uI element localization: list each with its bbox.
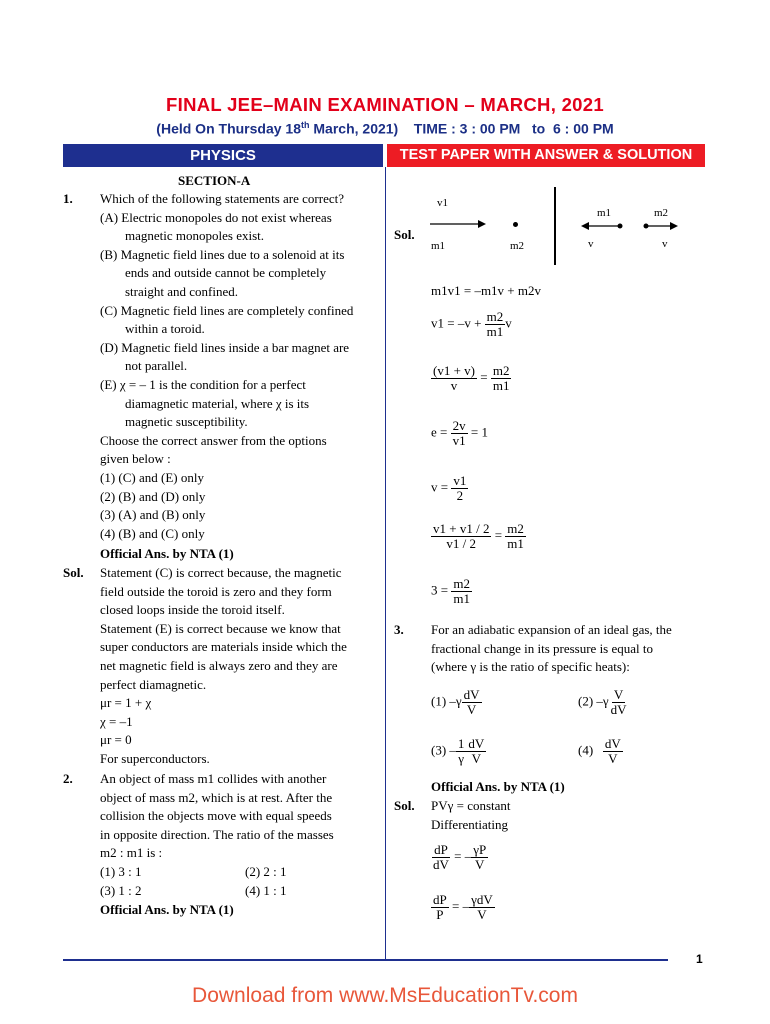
- q1-text-line: (3) (A) and (B) only: [100, 507, 206, 523]
- q3-official-answer: Official Ans. by NTA (1): [431, 779, 565, 794]
- q1-sol-line: χ = –1: [100, 713, 133, 729]
- q1-text-line: (D) Magnetic field lines inside a bar magnet are: [100, 339, 350, 355]
- q2-text-line: m2 : m1 is :: [100, 845, 163, 861]
- eq-v1: v1 = –v + $\frac{m2}{m1}$ v: [431, 309, 512, 339]
- mass2-dot: [513, 222, 518, 227]
- diagram-m1b-label: m1: [597, 207, 612, 219]
- eq-result: 3 = $\frac{m2}{m1}$: [431, 576, 470, 606]
- bottom-rule: [63, 959, 668, 961]
- eq-momentum: m1v1 = –m1v + m2v: [431, 283, 541, 298]
- q1-text-line: (A) Electric monopoles do not exist whereas: [100, 209, 332, 225]
- diagram-m1-label: m1: [431, 240, 446, 252]
- q2-option-4: (4) 1 : 1: [245, 883, 287, 898]
- download-footer: Download from www.MsEducationTv.com: [192, 984, 578, 1007]
- q1-sol-line: Statement (E) is correct because we know that: [100, 620, 341, 636]
- q1-sol-line: field outside the toroid is zero and they form: [100, 583, 332, 599]
- diagram-separator: [554, 187, 556, 265]
- q1-sol-line: For superconductors.: [100, 751, 210, 766]
- q1-text-line: (C) Magnetic field lines are completely confined: [100, 302, 354, 318]
- q1-number: 1.: [63, 191, 73, 206]
- q3-text-line: fractional change in its pressure is equal to: [431, 640, 654, 656]
- q2-text-line: collision the objects move with equal speeds: [100, 808, 332, 824]
- q2-text-line: An object of mass m1 collides with another: [100, 771, 327, 786]
- q3-sol-line-2: Differentiating: [431, 817, 509, 832]
- q1-text-line: not parallel.: [125, 358, 188, 374]
- q1-text-line: magnetic susceptibility.: [125, 414, 248, 430]
- q3-text-line: (where γ is the ratio of specific heats):: [431, 659, 630, 675]
- q1-sol-line: perfect diamagnetic.: [100, 676, 207, 692]
- q3-option-4: (4) $\frac{dV}{V}$: [578, 736, 621, 766]
- arrows-opposite-icon: [580, 220, 680, 232]
- section-heading: SECTION-A: [178, 173, 251, 188]
- q1-sol-line: Statement (C) is correct because, the magnetic: [100, 565, 342, 580]
- eq-substitution: $\frac{v1 + v1 / 2}{v1 / 2}$ = $\frac{m2}{m1}$: [433, 521, 524, 551]
- diagram-v-right: v: [662, 238, 668, 250]
- q3-text-line: For an adiabatic expansion of an ideal gas, the: [431, 622, 672, 637]
- column-divider: [385, 167, 386, 960]
- q1-sol-line: net magnetic field is always zero and they are: [100, 658, 338, 673]
- q1-sol-label: Sol.: [63, 565, 84, 580]
- diagram-m2b-label: m2: [654, 207, 669, 219]
- q1-text-line: within a toroid.: [125, 321, 205, 337]
- diagram-v-left: v: [588, 238, 594, 250]
- eq-v: v = $\frac{v1}{2}$: [431, 473, 467, 503]
- q3-number: 3.: [394, 622, 404, 637]
- q1-text-line: given below :: [100, 451, 171, 467]
- q1-text-line: (4) (B) and (C) only: [100, 525, 205, 541]
- diagram-m2-label: m2: [510, 240, 525, 252]
- q2-text-line: in opposite direction. The ratio of the masses: [100, 826, 334, 842]
- q2-text-line: object of mass m2, which is at rest. After the: [100, 789, 333, 805]
- q1-text-line: (1) (C) and (E) only: [100, 470, 204, 485]
- arrow-right-icon: [428, 218, 488, 230]
- q1-sol-line: μr = 1 + χ: [100, 695, 152, 711]
- q3-sol-eq-2: $\frac{dP}{P}$ = – $\frac{\text{γdV}}{V}$: [433, 892, 493, 922]
- q1-text-line: magnetic monopoles exist.: [125, 228, 265, 244]
- q2-option-3: (3) 1 : 2: [100, 883, 142, 898]
- q1-text-line: (2) (B) and (D) only: [100, 488, 206, 504]
- q1-sol-line: μr = 0: [100, 732, 132, 748]
- diagram-v1-label: v1: [437, 197, 448, 209]
- eq-ratio: $\frac{(v1 + v)}{v}$ = $\frac{m2}{m1}$: [433, 363, 510, 393]
- q1-official-answer: Official Ans. by NTA (1): [100, 546, 234, 561]
- q1-text-line: straight and confined.: [125, 284, 238, 299]
- q1-text-line: diamagnetic material, where χ is its: [125, 395, 310, 411]
- q1-text-line: ends and outside cannot be completely: [125, 265, 327, 281]
- q1-text-line: (B) Magnetic field lines due to a solenoid at its: [100, 246, 345, 262]
- q2-official-answer: Official Ans. by NTA (1): [100, 902, 234, 917]
- q3-sol-line-1: PVγ = constant: [431, 798, 511, 813]
- q1-text-line: Choose the correct answer from the options: [100, 432, 327, 448]
- q1-sol-line: super conductors are materials inside which the: [100, 639, 347, 655]
- q2-number: 2.: [63, 771, 73, 786]
- paper-label-banner: TEST PAPER WITH ANSWER & SOLUTION: [387, 144, 705, 167]
- q2-sol-label: Sol.: [394, 227, 415, 242]
- q1-text-line: (E) χ = – 1 is the condition for a perfect: [100, 377, 306, 392]
- q3-sol-label: Sol.: [394, 798, 415, 813]
- q2-option-2: (2) 2 : 1: [245, 864, 287, 879]
- exam-info: (Held On Thursday 18th March, 2021) TIME : 3 : 00 PM to 6 : 00 PM: [156, 120, 614, 137]
- q2-option-1: (1) 3 : 1: [100, 864, 142, 879]
- page-number: 1: [696, 952, 703, 966]
- q1-text-line: Which of the following statements are correct?: [100, 191, 345, 206]
- eq-restitution: e = $\frac{2v}{v1}$ = 1: [431, 418, 488, 448]
- q3-option-2: (2) –γ $\frac{V}{dV}$: [578, 687, 627, 717]
- paper-title: FINAL JEE–MAIN EXAMINATION – MARCH, 2021: [166, 94, 604, 115]
- subject-banner: PHYSICS: [63, 144, 383, 167]
- q1-sol-line: closed loops inside the toroid itself.: [100, 602, 285, 618]
- q3-option-1: (1) –γ $\frac{dV}{V}$: [431, 687, 480, 717]
- q3-sol-eq-1: $\frac{dP}{dV}$ = – $\frac{\gamma P}{V}$: [433, 842, 487, 872]
- q3-option-3: (3) – $\frac{1}{\gamma}$ $\frac{dV}{V}$: [431, 736, 485, 766]
